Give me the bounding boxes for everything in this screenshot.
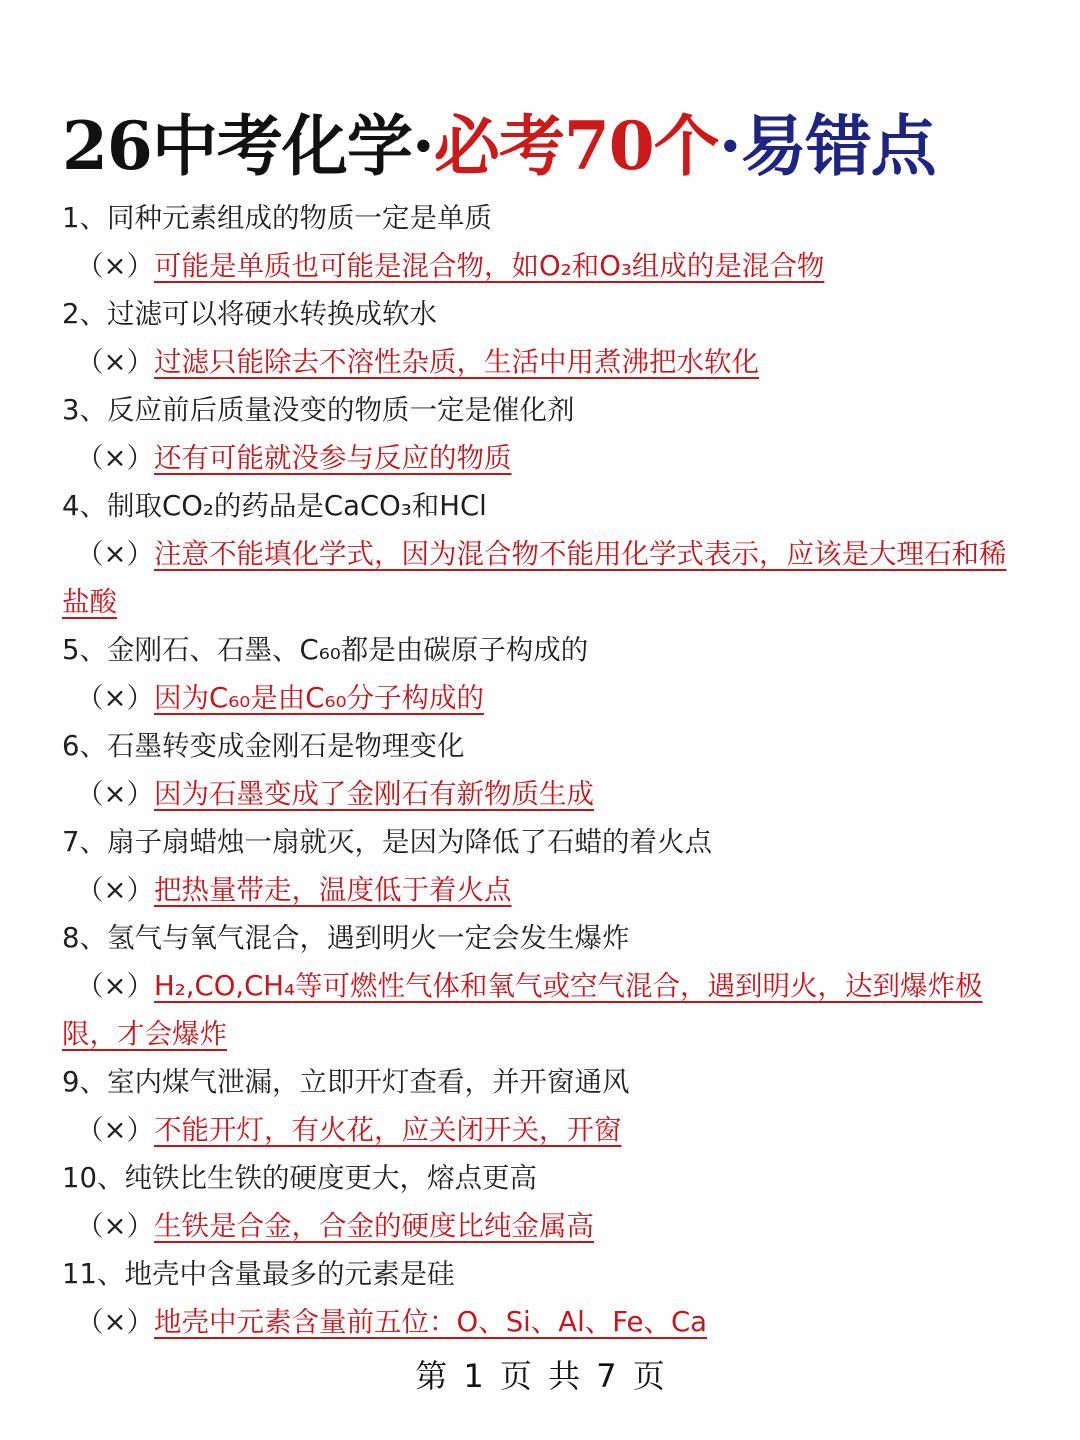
title-part-1: 26中考化学· — [62, 107, 434, 185]
answer-6 — [62, 770, 1022, 818]
answer-text: 把热量带走，温度低于着火点 — [154, 874, 512, 906]
answer-2 — [62, 338, 1022, 386]
question-4: 4、制取CO₂的药品是CaCO₃和HCl — [62, 490, 487, 522]
wrong-mark: （×） — [76, 778, 155, 810]
answer-9 — [62, 1106, 1022, 1154]
wrong-mark: （×） — [76, 874, 155, 906]
answer-text: 地壳中元素含量前五位：O、Si、Al、Fe、Ca — [154, 1306, 708, 1338]
wrong-mark: （×） — [76, 250, 155, 282]
answer-text: 生铁是合金，合金的硬度比纯金属高 — [154, 1210, 595, 1242]
wrong-mark: （×） — [76, 538, 155, 570]
question-7: 7、扇子扇蜡烛一扇就灭，是因为降低了石蜡的着火点 — [62, 826, 712, 858]
wrong-mark: （×） — [76, 1114, 155, 1146]
question-9: 9、室内煤气泄漏，立即开灯查看，并开窗通风 — [62, 1066, 630, 1098]
answer-4 — [62, 530, 1022, 626]
answer-8 — [62, 962, 1022, 1058]
question-2: 2、过滤可以将硬水转换成软水 — [62, 298, 437, 330]
question-5: 5、金刚石、石墨、C₆₀都是由碳原子构成的 — [62, 634, 589, 666]
question-3: 3、反应前后质量没变的物质一定是催化剂 — [62, 394, 575, 426]
question-6: 6、石墨转变成金刚石是物理变化 — [62, 730, 465, 762]
answer-7 — [62, 866, 1022, 914]
answer-5 — [62, 674, 1022, 722]
answer-text: 因为石墨变成了金刚石有新物质生成 — [154, 778, 595, 810]
error-point-list — [62, 194, 1022, 1346]
wrong-mark: （×） — [76, 970, 155, 1002]
answer-1 — [62, 242, 1022, 290]
question-10: 10、纯铁比生铁的硬度更大，熔点更高 — [62, 1162, 537, 1194]
answer-3 — [62, 434, 1022, 482]
wrong-mark: （×） — [76, 682, 155, 714]
question-1: 1、同种元素组成的物质一定是单质 — [62, 202, 492, 234]
answer-text: 过滤只能除去不溶性杂质，生活中用煮沸把水软化 — [154, 346, 760, 378]
question-11: 11、地壳中含量最多的元素是硅 — [62, 1258, 455, 1290]
wrong-mark: （×） — [76, 442, 155, 474]
answer-text: 不能开灯，有火花，应关闭开关，开窗 — [154, 1114, 622, 1146]
question-8: 8、氢气与氧气混合，遇到明火一定会发生爆炸 — [62, 922, 630, 954]
answer-text: 注意不能填化学式，因为混合物不能用化学式表示，应该是大理石和稀盐酸 — [62, 538, 1007, 618]
answer-text: H₂,CO,CH₄等可燃性气体和氧气或空气混合，遇到明火，达到爆炸极限，才会爆炸 — [62, 970, 983, 1050]
wrong-mark: （×） — [76, 346, 155, 378]
wrong-mark: （×） — [76, 1210, 155, 1242]
answer-10 — [62, 1202, 1022, 1250]
answer-text: 可能是单质也可能是混合物，如O₂和O₃组成的是混合物 — [154, 250, 825, 282]
title-part-2: 必考70个 — [433, 107, 719, 185]
answer-text: 还有可能就没参与反应的物质 — [154, 442, 512, 474]
title-part-3: ·易错点 — [718, 107, 936, 185]
page-indicator: 第 1 页 共 7 页 — [415, 1357, 665, 1395]
page-title — [62, 100, 936, 192]
answer-11 — [62, 1298, 1022, 1346]
wrong-mark: （×） — [76, 1306, 155, 1338]
answer-text: 因为C₆₀是由C₆₀分子构成的 — [154, 682, 485, 714]
